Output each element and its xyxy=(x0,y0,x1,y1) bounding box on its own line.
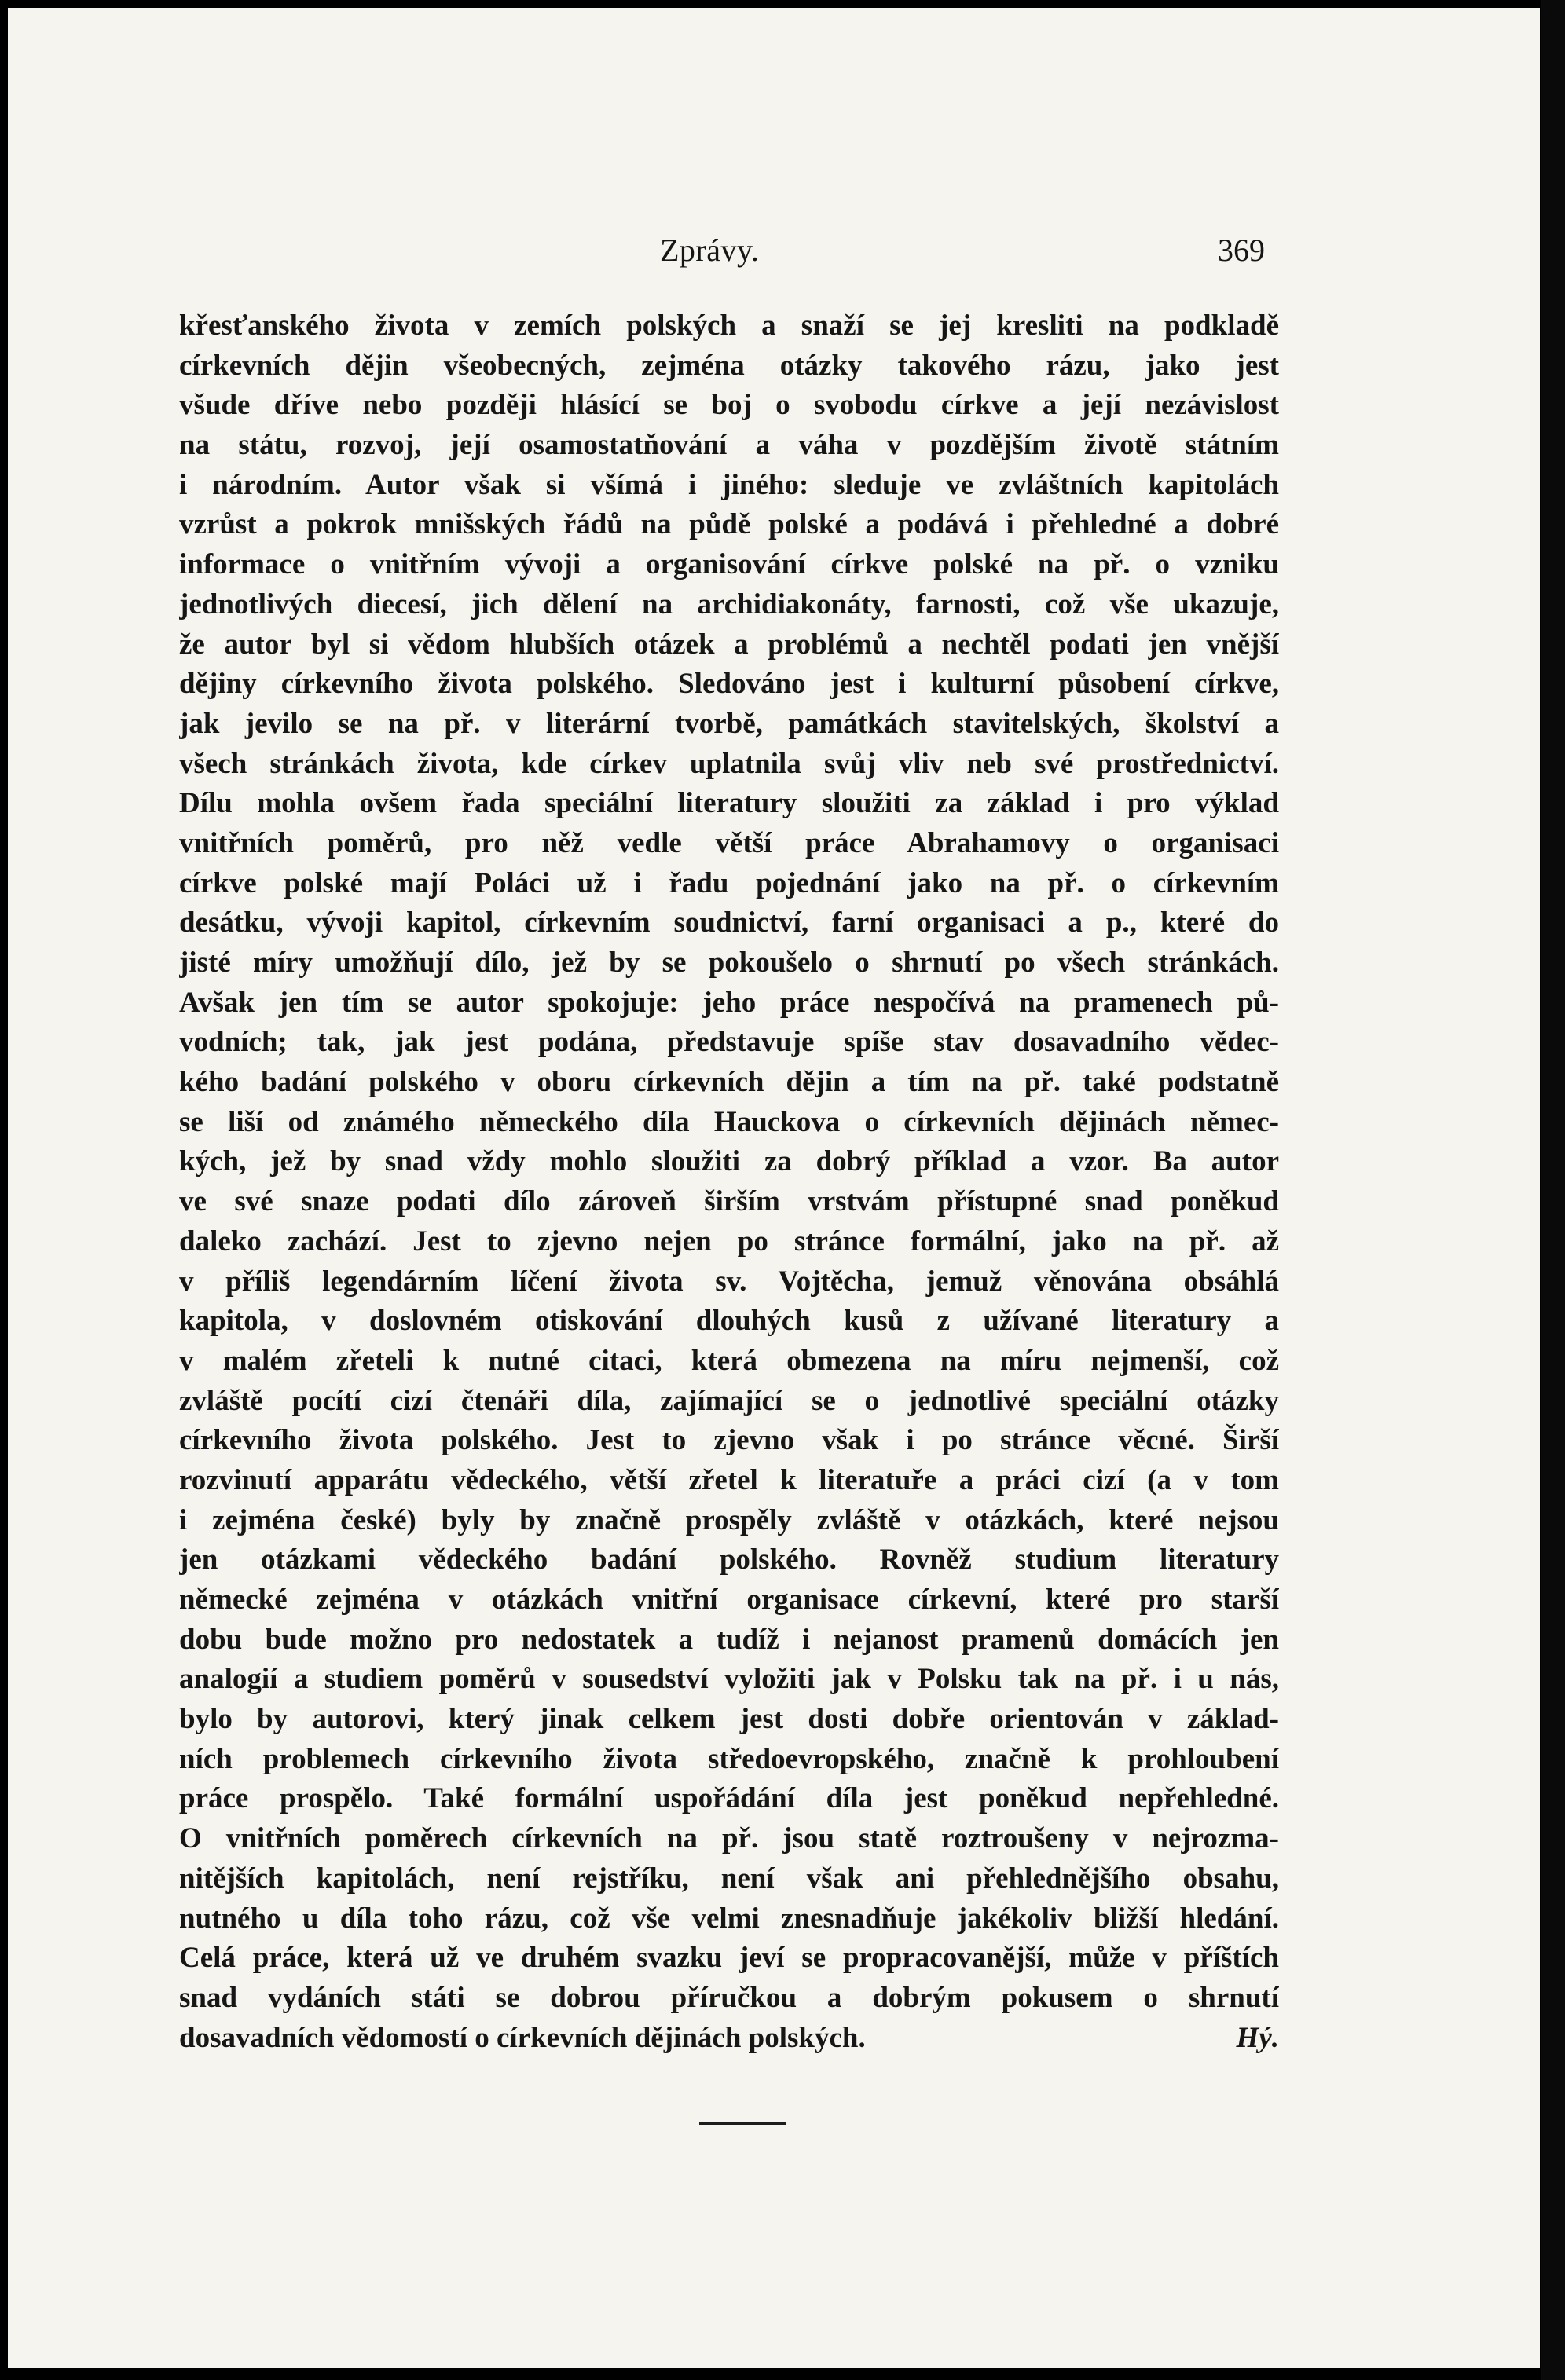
text-line: církevních dějin všeobecných, zejména otázky takového rázu, jako jest xyxy=(179,349,1279,382)
text-line: ních problemech církevního života středoevropského, značně k prohloubení xyxy=(179,1742,1279,1775)
text-line: jak jevilo se na př. v literární tvorbě, památkách stavitelských, školství a xyxy=(179,707,1279,740)
text-line: analogií a studiem poměrů v sousedství vyložiti jak v Polsku tak na př. i u nás, xyxy=(179,1663,1279,1696)
text-line: křesťanského života v zemích polských a snaží se jej kresliti na podkladě xyxy=(179,309,1279,342)
text-line: i národním. Autor však si všímá i jiného: sleduje ve zvláštních kapitolách xyxy=(179,468,1279,501)
text-line: ve své snaze podati dílo zároveň širším vrstvám přístupné snad poněkud xyxy=(179,1185,1279,1218)
text-line: O vnitřních poměrech církevních na př. jsou statě roztroušeny v nejrozma- xyxy=(179,1822,1279,1855)
text-line: německé zejména v otázkách vnitřní organisace církevní, které pro starší xyxy=(179,1584,1279,1616)
text-line: práce prospělo. Také formální uspořádání díla jest poněkud nepřehledné. xyxy=(179,1782,1279,1815)
section-end-rule xyxy=(699,2122,786,2125)
text-line: vnitřních poměrů, pro něž vedle větší práce Abrahamovy o organisaci xyxy=(179,826,1279,859)
text-line: jen otázkami vědeckého badání polského. Rovněž studium literatury xyxy=(179,1543,1279,1576)
running-title: Zprávy. xyxy=(660,233,760,268)
text-line: vzrůst a pokrok mnišských řádů na půdě polské a podává i přehledné a dobré xyxy=(179,508,1279,541)
text-line: Dílu mohla ovšem řada speciální literatury sloužiti za základ i pro výklad xyxy=(179,787,1279,820)
text-line: daleko zachází. Jest to zjevno nejen po stránce formální, jako na př. až xyxy=(179,1225,1279,1258)
final-line-text: dosavadních vědomostí o církevních dějinách polských. xyxy=(179,2021,866,2054)
text-line: že autor byl si vědom hlubších otázek a problémů a nechtěl podati jen vnější xyxy=(179,628,1279,661)
text-line: snad vydáních státi se dobrou příručkou a dobrým pokusem o shrnutí xyxy=(179,1981,1279,2014)
text-line: Avšak jen tím se autor spokojuje: jeho práce nespočívá na pramenech pů- xyxy=(179,986,1279,1019)
text-line: dějiny církevního života polského. Sledováno jest i kulturní působení církve, xyxy=(179,668,1279,701)
text-line: v příliš legendárním líčení života sv. Vojtěcha, jemuž věnována obsáhlá xyxy=(179,1265,1279,1298)
text-line: jednotlivých diecesí, jich dělení na archidiakonáty, farnosti, což vše ukazuje, xyxy=(179,588,1279,621)
text-line: všech stránkách života, kde církev uplatnila svůj vliv neb své prostřednictví. xyxy=(179,747,1279,780)
text-line: informace o vnitřním vývoji a organisování církve polské na př. o vzniku xyxy=(179,548,1279,581)
text-line: bylo by autorovi, který jinak celkem jest dosti dobře orientován v základ- xyxy=(179,1703,1279,1736)
article-body xyxy=(179,306,1279,2058)
text-line: jisté míry umožňují dílo, jež by se pokoušelo o shrnutí po všech stránkách. xyxy=(179,947,1279,979)
text-line: v malém zřeteli k nutné citaci, která obmezena na míru nejmenší, což xyxy=(179,1344,1279,1377)
text-line: kých, jež by snad vždy mohlo sloužiti za dobrý příklad a vzor. Ba autor xyxy=(179,1145,1279,1178)
text-line: i zejména české) byly by značně prospěly zvláště v otázkách, které nejsou xyxy=(179,1503,1279,1536)
scanned-page xyxy=(8,8,1540,2368)
text-line: nutného u díla toho rázu, což vše velmi znesnadňuje jakékoliv bližší hledání. xyxy=(179,1902,1279,1935)
text-line: dobu bude možno pro nedostatek a tudíž i nejanost pramenů domácích jen xyxy=(179,1623,1279,1656)
text-line: kého badání polského v oboru církevních dějin a tím na př. také podstatně xyxy=(179,1066,1279,1099)
text-line: kapitola, v doslovném otiskování dlouhých kusů z užívané literatury a xyxy=(179,1305,1279,1338)
text-line: vodních; tak, jak jest podána, představuje spíše stav dosavadního vědec- xyxy=(179,1026,1279,1059)
text-line: rozvinutí apparátu vědeckého, větší zřetel k literatuře a práci cizí (a v tom xyxy=(179,1463,1279,1496)
text-line: církve polské mají Poláci už i řadu pojednání jako na př. o církevním xyxy=(179,866,1279,899)
text-line: církevního života polského. Jest to zjevno však i po stránce věcné. Širší xyxy=(179,1424,1279,1457)
text-line: na státu, rozvoj, její osamostatňování a váha v pozdějším životě státním xyxy=(179,429,1279,462)
page-header xyxy=(8,232,1540,279)
text-line: Celá práce, která už ve druhém svazku jeví se propracovanější, může v příštích xyxy=(179,1942,1279,1975)
text-line: zvláště pocítí cizí čtenáři díla, zajímající se o jednotlivé speciální otázky xyxy=(179,1384,1279,1417)
text-line: desátku, vývoji kapitol, církevním soudnictví, farní organisaci a p., které do xyxy=(179,906,1279,939)
page-number: 369 xyxy=(1218,233,1265,268)
text-line: se liší od známého německého díla Hauckova o církevních dějinách němec- xyxy=(179,1105,1279,1138)
final-line xyxy=(179,2019,1279,2059)
scan-edge xyxy=(1541,0,1565,2380)
text-line: nitějších kapitolách, není rejstříku, není však ani přehlednějšího obsahu, xyxy=(179,1862,1279,1895)
author-signature: Hý. xyxy=(1236,2021,1279,2054)
text-line: všude dříve nebo později hlásící se boj o svobodu církve a její nezávislost xyxy=(179,389,1279,422)
